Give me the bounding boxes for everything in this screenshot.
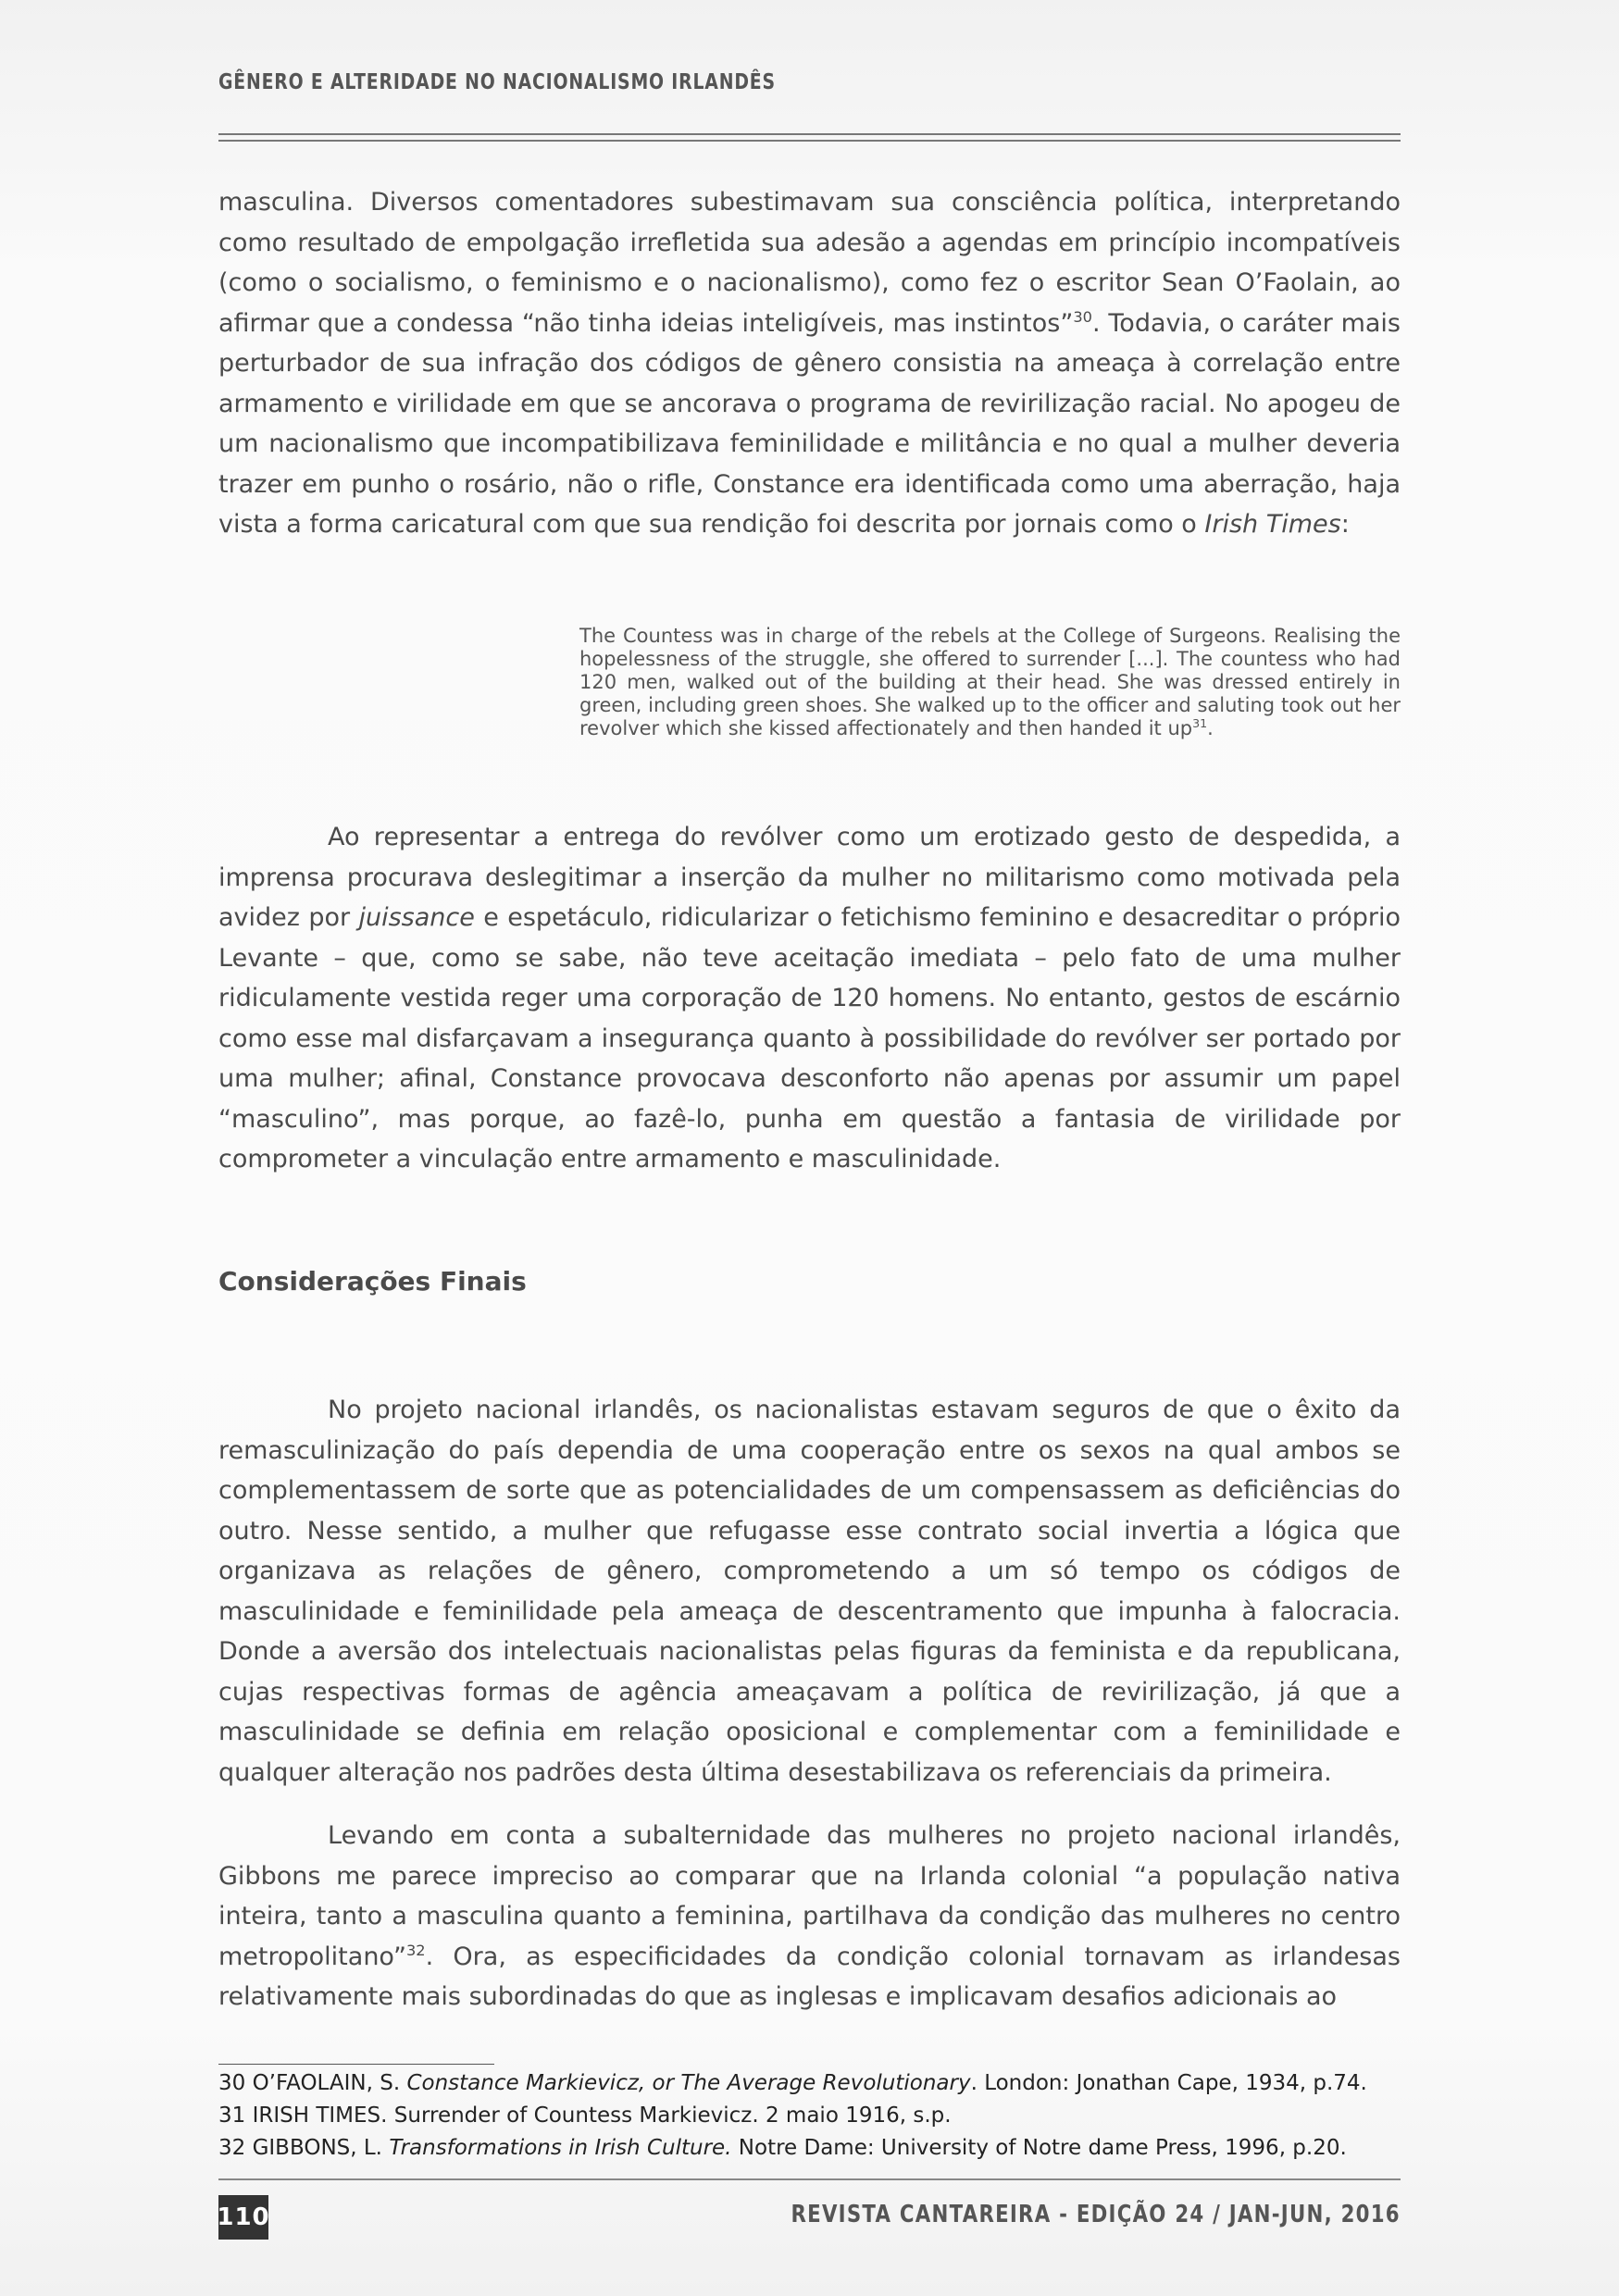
page-number: 110 (218, 2195, 268, 2240)
footnote-text: 31 IRISH TIMES. Surrender of Countess Markievicz. 2 maio 1916, s.p. (218, 2104, 952, 2128)
header-rule (218, 140, 1401, 142)
footnote-ref: 30 (1073, 307, 1092, 326)
footnote-text: . London: Jonathan Cape, 1934, p.74. (970, 2071, 1367, 2095)
paragraph-text: Ao representar a entrega do revólver como um erotizado gesto de despedida, a imprensa procurava deslegitimar a inserção da mulher no militarismo como motivada pela avidez por (218, 823, 1401, 932)
paragraph-text: . Ora, as especificidades da condição colonial tornavam as irlandesas relativamente mais subordinadas do que as inglesas e implicavam desafios adicionais ao (218, 1942, 1401, 2011)
footnote-text: 30 O’FAOLAIN, S. (218, 2071, 407, 2095)
paragraph-text: . Todavia, o caráter mais perturbador de sua infração dos códigos de gênero consistia na ameaça à correlação entre armamento e virilidade em que se ancorava o programa de revirilização racial. No apogeu de um nacionalismo que incompatibilizava feminilidade e militância e no qual a mulher deveria trazer em punho o rosário, não o rifle, Constance era identificada como uma aberração, haja vista a forma caricatural com que sua rendição foi descrita por jornais como o (218, 308, 1401, 539)
paragraph-text: : (1340, 510, 1350, 539)
footnote-text: Notre Dame: University of Notre dame Press, 1996, p.20. (731, 2136, 1347, 2160)
italic-text: Irish Times (1204, 510, 1341, 539)
block-quote (579, 625, 1401, 740)
italic-text: Constance Markievicz, or The Average Revolutionary (406, 2071, 971, 2095)
running-header: GÊNERO E ALTERIDADE NO NACIONALISMO IRLANDÊS (218, 70, 776, 94)
header-rule (218, 133, 1401, 135)
paragraph: No projeto nacional irlandês, os nacionalistas estavam seguros de que o êxito da remasculinização do país dependia de uma cooperação entre os sexos na qual ambos se complementassem de sorte que as potencialidades de um compensassem as deficiências do outro. Nesse sentido, a mulher que refugasse esse contrato social invertia a lógica que organizava as relações de gênero, comprometendo a um só tempo os códigos de masculinidade e feminilidade pela ameaça de descentramento que impunha à falocracia. Donde a aversão dos intelectuais nacionalistas pelas figuras da feminista e da republicana, cujas respectivas formas de agência ameaçavam a política de revirilização, já que a masculinidade se definia em relação oposicional e complementar com a feminilidade e qualquer alteração nos padrões desta última desestabilizava os referenciais da primeira. (218, 1396, 1401, 1787)
italic-text: Transformations in Irish Culture. (389, 2136, 732, 2160)
footnote-ref: 31 (1192, 716, 1208, 730)
paragraph (218, 1816, 1401, 2017)
footnote-rule (218, 2064, 494, 2065)
footnote (218, 2102, 1401, 2129)
paragraph (218, 182, 1401, 545)
quote-text: . (1207, 717, 1214, 739)
journal-title: REVISTA CANTAREIRA - EDIÇÃO 24 / JAN-JUN, 2016 (791, 2201, 1401, 2228)
footnote-ref: 32 (405, 1941, 426, 1959)
quote-text: The Countess was in charge of the rebels at the College of Surgeons. Realising the hopelessness of the struggle, she offered to surrender [...]. The countess who had 120 men, walked out of the building at their head. She was dressed entirely in green, including green shoes. She walked up to the officer and saluting took out her revolver which she kissed affectionately and then handed it up (579, 625, 1401, 739)
paragraph (218, 817, 1401, 1180)
footer-rule (218, 2178, 1401, 2180)
footnote (218, 2134, 1401, 2162)
paragraph-text: e espetáculo, ridicularizar o fetichismo feminino e desacreditar o próprio Levante – que, como se sabe, não teve aceitação imediata – pelo fato de uma mulher ridiculamente vestida reger uma corporação de 120 homens. No entanto, gestos de escárnio como esse mal disfarçavam a insegurança quanto à possibilidade do revólver ser portado por uma mulher; afinal, Constance provocava desconforto não apenas por assumir um papel “masculino”, mas porque, ao fazê-lo, punha em questão a fantasia de virilidade por comprometer a vinculação entre armamento e masculinidade. (218, 903, 1401, 1173)
section-title: Considerações Finais (218, 1266, 527, 1297)
footnote (218, 2069, 1401, 2097)
footnote-text: 32 GIBBONS, L. (218, 2136, 390, 2160)
paragraph-text: masculina. Diversos comentadores subestimavam sua consciência política, interpretando como resultado de empolgação irrefletida sua adesão a agendas em princípio incompatíveis (como o socialismo, o feminismo e o nacionalismo), como fez o escritor Sean O’Faolain, ao afirmar que a condessa “não tinha ideias inteligíveis, mas instintos” (218, 188, 1401, 338)
paragraph-text: Levando em conta a subalternidade das mulheres no projeto nacional irlandês, Gibbons me parece impreciso ao comparar que na Irlanda colonial “a população nativa inteira, tanto a masculina quanto a feminina, partilhava da condição das mulheres no centro metropolitano” (218, 1821, 1401, 1971)
italic-text: juissance (358, 903, 475, 932)
